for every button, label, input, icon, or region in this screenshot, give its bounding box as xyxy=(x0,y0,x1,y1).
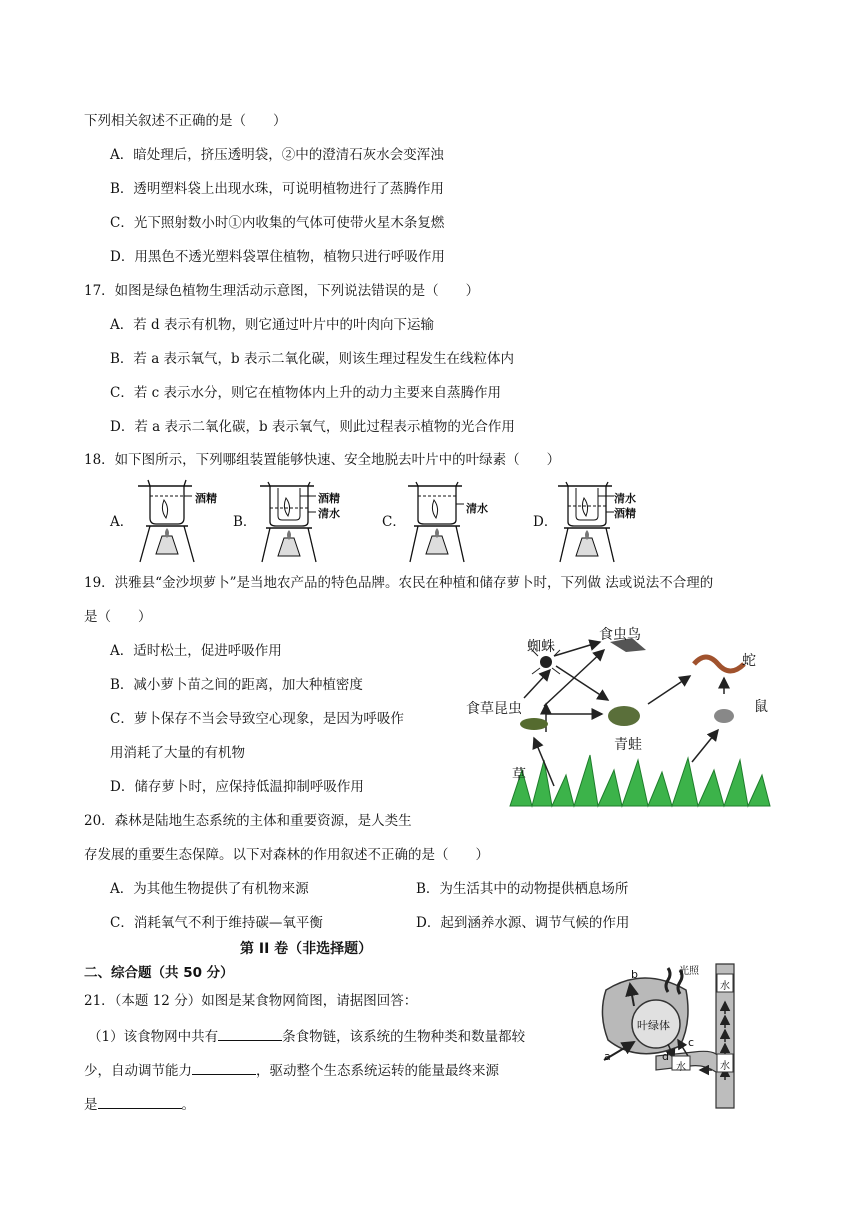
plant-label-water-bottom: 水 xyxy=(720,1061,730,1072)
plant-label-c: c xyxy=(688,1036,695,1049)
food-web-spider: 蜘蛛 xyxy=(527,639,555,655)
q18-stem: 18．如下图所示，下列哪组装置能够快速、安全地脱去叶片中的叶绿素（ ） xyxy=(84,452,561,468)
plant-label-chloroplast: 叶绿体 xyxy=(637,1019,670,1032)
q17-option-a: A．若 d 表示有机物，则它通过叶片中的叶肉向下运输 xyxy=(110,317,434,333)
food-web-snake: 蛇 xyxy=(742,653,756,669)
plant-label-d: d xyxy=(662,1050,669,1063)
q21-blank-chain-count[interactable] xyxy=(218,1026,282,1041)
plant-label-a: a xyxy=(604,1050,611,1063)
q17-option-b: B．若 a 表示氧气，b 表示二氧化碳，则该生理过程发生在线粒体内 xyxy=(110,351,514,367)
q21-stem: 21．（本题 12 分）如图是某食物网简图，请据图回答： xyxy=(84,993,418,1009)
plant-label-water-top: 水 xyxy=(720,981,730,992)
food-web-insect-bird: 食虫鸟 xyxy=(599,627,641,643)
apparatus-b-label-water: 清水 xyxy=(318,507,340,520)
q16-option-b: B．透明塑料袋上出现水珠，可说明植物进行了蒸腾作用 xyxy=(110,181,444,197)
q19-option-a: A．适时松土，促进呼吸作用 xyxy=(110,643,282,659)
q18-option-d: D． xyxy=(533,514,558,530)
apparatus-a-label-alcohol: 酒精 xyxy=(195,492,217,505)
q19-option-d: D．储存萝卜时，应保持低温抑制呼吸作用 xyxy=(110,779,364,795)
apparatus-b-label-alcohol: 酒精 xyxy=(318,492,340,505)
q18-option-a: A． xyxy=(110,514,134,530)
q19-option-c: C．萝卜保存不当会导致空心现象，是因为呼吸作 xyxy=(110,711,404,727)
q16-stem: 下列相关叙述不正确的是（ ） xyxy=(84,113,287,129)
plant-label-water-mid: 水 xyxy=(676,1062,686,1073)
food-web-frog: 青蛙 xyxy=(614,737,642,753)
plant-label-light: 光照 xyxy=(679,966,699,977)
food-web-mouse: 鼠 xyxy=(754,699,768,715)
q20-option-b: B．为生活其中的动物提供栖息场所 xyxy=(416,881,629,897)
q20-stem-line2: 存发展的重要生态保障。以下对森林的作用叙述不正确的是（ ） xyxy=(84,847,489,863)
q21-sub1-line2 xyxy=(84,1060,499,1080)
apparatus-d-label-water: 清水 xyxy=(614,492,636,505)
q16-option-c: C．光下照射数小时①内收集的气体可使带火星木条复燃 xyxy=(110,215,445,231)
section-title: 二、综合题（共 50 分） xyxy=(84,965,234,981)
q21-sub1-text-b: 条食物链，该系统的生物种类和数量都较 xyxy=(282,1029,526,1045)
q21-blank-energy-source[interactable] xyxy=(98,1094,182,1109)
q19-stem-line2: 是（ ） xyxy=(84,609,152,625)
q17-stem: 17．如图是绿色植物生理活动示意图，下列说法错误的是（ ） xyxy=(84,283,480,299)
q21-sub1-text-e: 是 xyxy=(84,1097,98,1113)
apparatus-c-label-water: 清水 xyxy=(466,502,488,515)
q16-option-d: D．用黑色不透光塑料袋罩住植物，植物只进行呼吸作用 xyxy=(110,249,445,265)
q21-sub1-line3 xyxy=(84,1094,195,1114)
q20-option-c: C．消耗氧气不利于维持碳—氧平衡 xyxy=(110,915,323,931)
q18-option-b: B． xyxy=(233,514,257,530)
q17-option-d: D．若 a 表示二氧化碳，b 表示氧气，则此过程表示植物的光合作用 xyxy=(110,419,515,435)
q21-blank-regulation[interactable] xyxy=(192,1060,256,1075)
q19-stem-line1: 19．洪雅县“金沙坝萝卜”是当地农产品的特色品牌。农民在种植和储存萝卜时，下列做 法或说法不合理的 xyxy=(84,575,714,591)
plant-label-b: b xyxy=(631,968,638,981)
q21-sub1-text-c: 少，自动调节能力 xyxy=(84,1063,192,1079)
q17-option-c: C．若 c 表示水分，则它在植物体内上升的动力主要来自蒸腾作用 xyxy=(110,385,501,401)
q21-sub1-line1 xyxy=(88,1026,525,1046)
apparatus-d-label-alcohol: 酒精 xyxy=(614,507,636,520)
q21-sub1-text-d: ，驱动整个生态系统运转的能量最终来源 xyxy=(256,1063,499,1079)
q16-option-a: A．暗处理后，挤压透明袋，②中的澄清石灰水会变浑浊 xyxy=(110,147,444,163)
apparatus-c-figure xyxy=(406,478,496,566)
q21-sub1-text-a: （1）该食物网中共有 xyxy=(88,1029,219,1045)
q21-sub1-text-f: 。 xyxy=(181,1097,195,1113)
q18-option-c: C． xyxy=(382,514,406,530)
food-web-grass: 草 xyxy=(512,767,526,783)
q20-option-d: D．起到涵养水源、调节气候的作用 xyxy=(416,915,630,931)
part2-title: 第 II 卷（非选择题） xyxy=(240,941,373,957)
q20-stem-line1: 20．森林是陆地生态系统的主体和重要资源，是人类生 xyxy=(84,813,412,829)
food-web-herbivorous-insect: 食草昆虫 xyxy=(466,701,522,717)
q19-option-c-cont: 用消耗了大量的有机物 xyxy=(110,745,245,761)
q19-option-b: B．减小萝卜苗之间的距离，加大种植密度 xyxy=(110,677,363,693)
q20-option-a: A．为其他生物提供了有机物来源 xyxy=(110,881,309,897)
